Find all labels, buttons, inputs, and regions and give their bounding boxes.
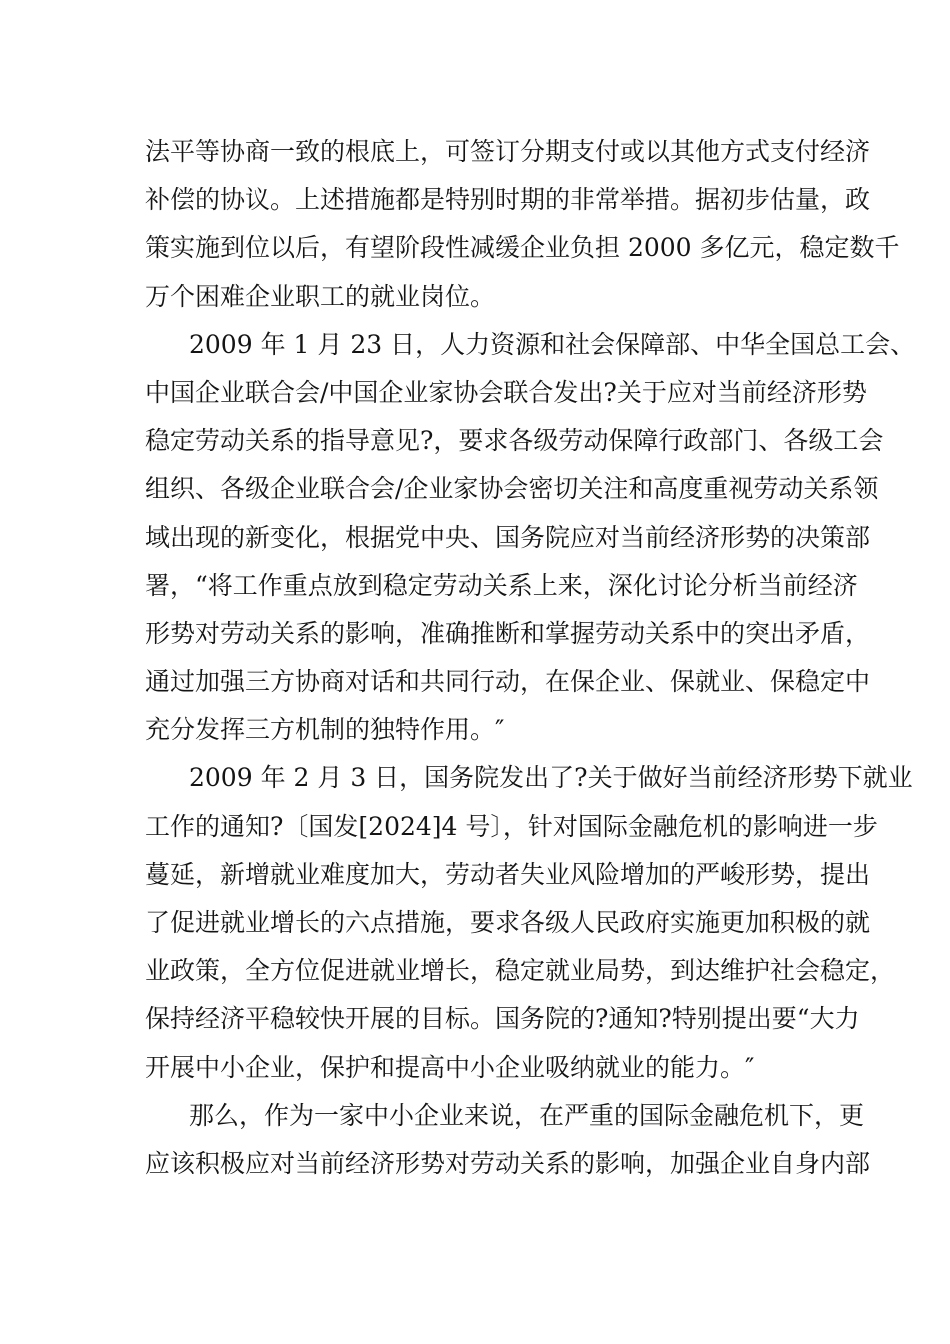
- text-line: 形势对劳动关系的影响，准确推断和掌握劳动关系中的突出矛盾，: [145, 618, 871, 648]
- text-line: 2009 年 2 月 3 日，国务院发出了?关于做好当前经济形势下就业: [189, 763, 913, 793]
- body-text: [145, 128, 916, 1188]
- text-line: 中国企业联合会/中国企业家协会联合发出?关于应对当前经济形势: [145, 377, 867, 407]
- text-line: 蔓延，新增就业难度加大，劳动者失业风险增加的严峻形势，提出: [145, 859, 871, 889]
- text-line: 署，“将工作重点放到稳定劳动关系上来，深化讨论分析当前经济: [145, 570, 858, 600]
- text-line: 法平等协商一致的根底上，可签订分期支付或以其他方式支付经济: [145, 137, 871, 166]
- text-line: 工作的通知?〔国发[2024]4 号〕，针对国际金融危机的影响进一步: [145, 811, 878, 841]
- text-line: 稳定劳动关系的指导意见?，要求各级劳动保障行政部门、各级工会: [145, 426, 884, 456]
- text-line: 域出现的新变化，根据党中央、国务院应对当前经济形势的决策部: [145, 522, 871, 552]
- text-line: 那么，作为一家中小企业来说，在严重的国际金融危机下，更: [189, 1100, 865, 1130]
- text-line: 应该积极应对当前经济形势对劳动关系的影响，加强企业自身内部: [145, 1148, 871, 1178]
- text-line: 策实施到位以后，有望阶段性减缓企业负担 2000 多亿元，稳定数千: [145, 233, 900, 263]
- text-line: 组织、各级企业联合会/企业家协会密切关注和高度重视劳动关系领: [145, 474, 879, 504]
- text-line: 通过加强三方协商对话和共同行动，在保企业、保就业、保稳定中: [145, 667, 871, 697]
- text-line: 业政策，全方位促进就业增长，稳定就业局势，到达维护社会稳定，: [145, 956, 896, 986]
- text-line: 了促进就业增长的六点措施，要求各级人民政府实施更加积极的就: [145, 908, 871, 937]
- text-line: 充分发挥三方机制的独特作用。″: [145, 715, 505, 745]
- text-line: 万个困难企业职工的就业岗位。: [145, 281, 496, 311]
- text-line: 补偿的协议。上述措施都是特别时期的非常举措。据初步估量，政: [145, 185, 871, 215]
- text-line: 保持经济平稳较快开展的目标。国务院的?通知?特别提出要“大力: [145, 1004, 860, 1034]
- text-line: 2009 年 1 月 23 日，人力资源和社会保障部、中华全国总工会、: [189, 329, 916, 359]
- text-line: 开展中小企业，保护和提高中小企业吸纳就业的能力。″: [145, 1052, 755, 1082]
